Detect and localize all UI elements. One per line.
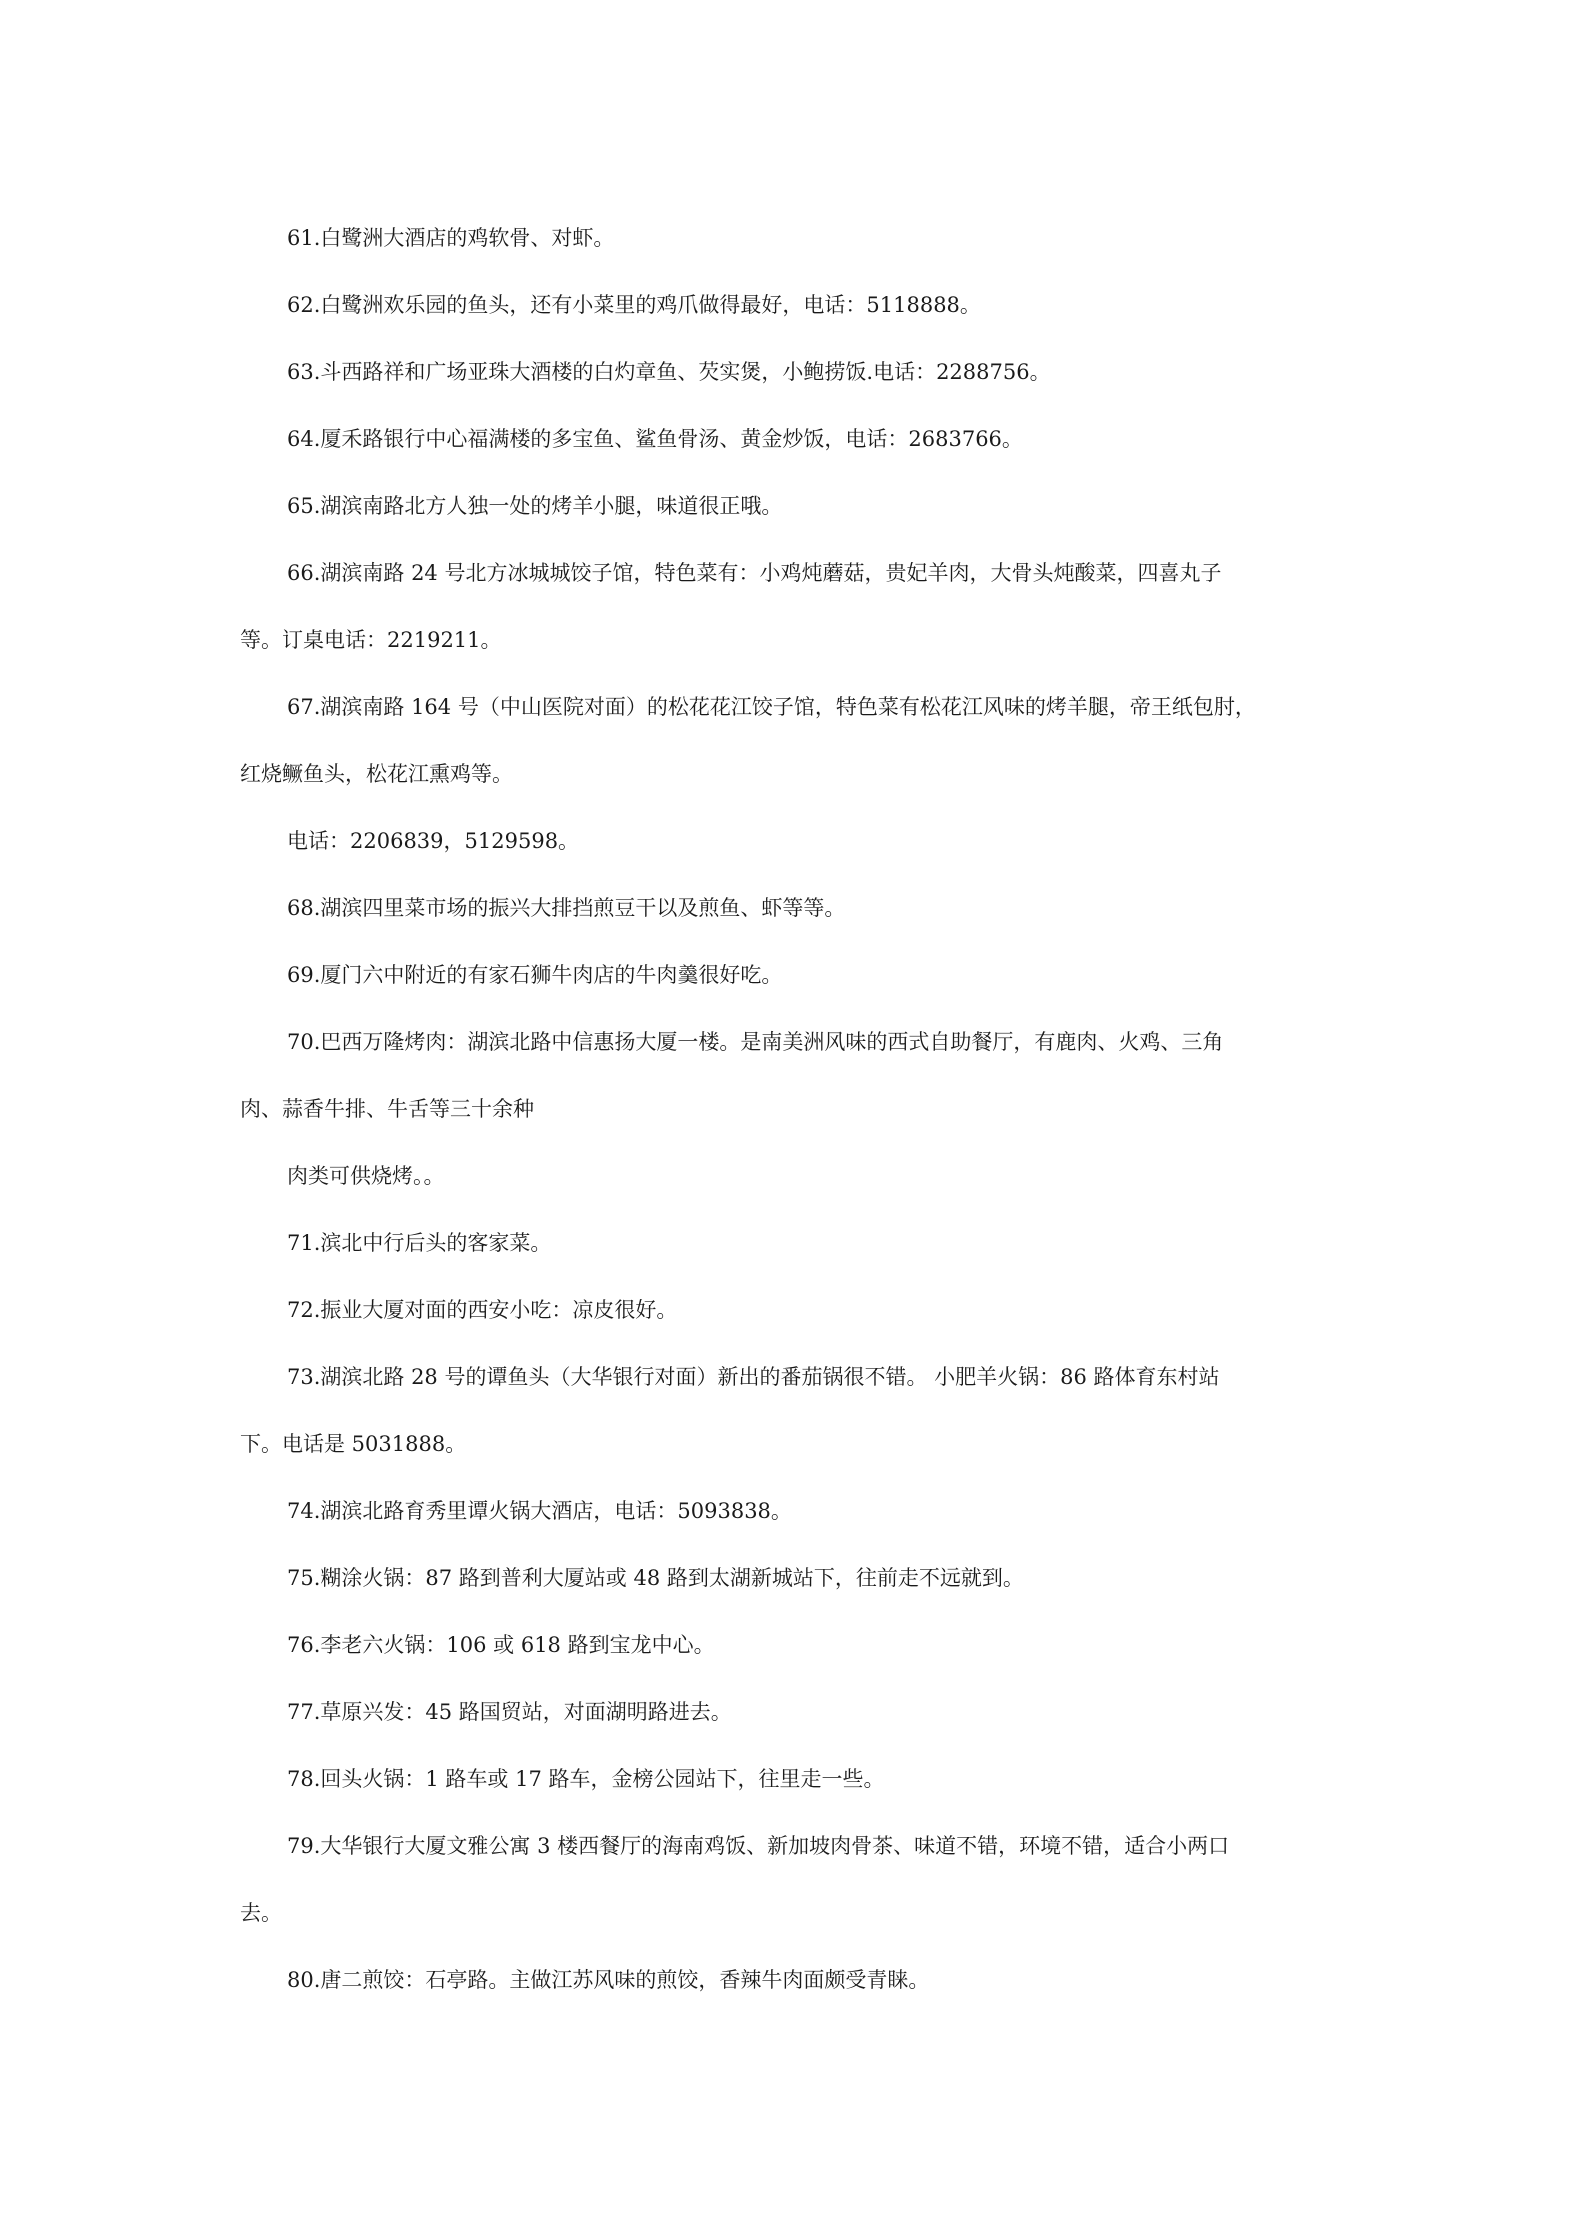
- list-item: 75.糊涂火锅：87 路到普利大厦站或 48 路到太湖新城站下，往前走不远就到。: [287, 1566, 1024, 1590]
- list-item-continuation: 红烧鳜鱼头，松花江熏鸡等。: [240, 762, 513, 786]
- list-item: 67.湖滨南路 164 号（中山医院对面）的松花花江饺子馆，特色菜有松花江风味的烤羊腿，帝王纸包肘，: [287, 695, 1256, 719]
- list-item: 64.厦禾路银行中心福满楼的多宝鱼、鲨鱼骨汤、黄金炒饭，电话：2683766。: [287, 427, 1023, 451]
- list-item: 72.振业大厦对面的西安小吃：凉皮很好。: [287, 1298, 678, 1322]
- list-item: 69.厦门六中附近的有家石狮牛肉店的牛肉羹很好吃。: [287, 963, 783, 987]
- list-item: 73.湖滨北路 28 号的谭鱼头（大华银行对面）新出的番茄锅很不错。 小肥羊火锅：86 路体育东村站: [287, 1365, 1220, 1389]
- list-item: 68.湖滨四里菜市场的振兴大排挡煎豆干以及煎鱼、虾等等。: [287, 896, 846, 920]
- list-item-continuation: 等。订桌电话：2219211。: [240, 628, 502, 652]
- list-item-continuation: 去。: [240, 1901, 282, 1925]
- list-item: 77.草原兴发：45 路国贸站，对面湖明路进去。: [287, 1700, 732, 1724]
- list-item-continuation: 肉类可供烧烤。。: [287, 1164, 445, 1188]
- list-item: 80.唐二煎饺：石亭路。主做江苏风味的煎饺，香辣牛肉面颇受青睐。: [287, 1968, 930, 1992]
- list-item-continuation: 下。电话是 5031888。: [240, 1432, 467, 1456]
- list-item: 62.白鹭洲欢乐园的鱼头，还有小菜里的鸡爪做得最好，电话：5118888。: [287, 293, 981, 317]
- list-item: 61.白鹭洲大酒店的鸡软骨、对虾。: [287, 226, 615, 250]
- list-item-continuation: 肉、蒜香牛排、牛舌等三十余种: [240, 1097, 534, 1121]
- list-item: 78.回头火锅：1 路车或 17 路车，金榜公园站下，往里走一些。: [287, 1767, 885, 1791]
- list-item-continuation: 电话：2206839，5129598。: [287, 829, 580, 853]
- list-item: 65.湖滨南路北方人独一处的烤羊小腿，味道很正哦。: [287, 494, 783, 518]
- list-item: 74.湖滨北路育秀里谭火锅大酒店，电话：5093838。: [287, 1499, 792, 1523]
- list-item: 71.滨北中行后头的客家菜。: [287, 1231, 552, 1255]
- list-item: 79.大华银行大厦文雅公寓 3 楼西餐厅的海南鸡饭、新加坡肉骨茶、味道不错，环境不错，适合小两口: [287, 1834, 1230, 1858]
- list-item: 70.巴西万隆烤肉：湖滨北路中信惠扬大厦一楼。是南美洲风味的西式自助餐厅，有鹿肉、火鸡、三角: [287, 1030, 1224, 1054]
- list-item: 76.李老六火锅：106 或 618 路到宝龙中心。: [287, 1633, 715, 1657]
- list-item: 63.斗西路祥和广场亚珠大酒楼的白灼章鱼、芡实煲，小鲍捞饭.电话：2288756。: [287, 360, 1051, 384]
- document-body: [240, 205, 1350, 2014]
- list-item: 66.湖滨南路 24 号北方冰城城饺子馆，特色菜有：小鸡炖蘑菇，贵妃羊肉，大骨头炖酸菜，四喜丸子: [287, 561, 1222, 585]
